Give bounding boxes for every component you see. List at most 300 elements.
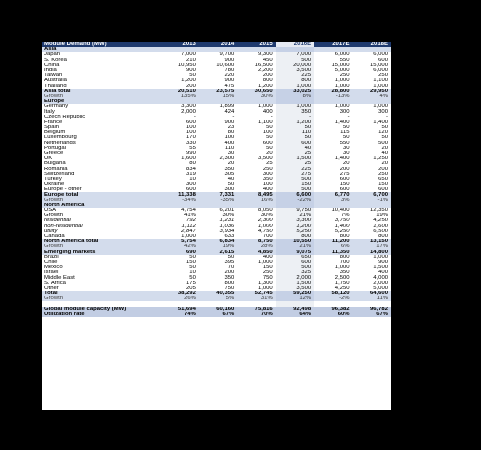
cell-2015: 600	[262, 140, 273, 146]
cell-2014: 67%	[199, 312, 237, 317]
cell-2018e: 650	[378, 176, 388, 182]
cell-2013: 38,292	[160, 291, 198, 296]
cell-2017e: 1,400	[334, 119, 350, 125]
cell-2016e: 800	[276, 78, 314, 83]
cell-2018e: 2,000	[373, 280, 388, 286]
cell-2017e: 700	[339, 259, 350, 265]
cell-2015: 350	[262, 176, 273, 182]
cell-2014: 300	[224, 187, 235, 193]
cell-2017e: 1,000	[334, 104, 350, 110]
cell-2014: 19%	[199, 244, 237, 249]
cell-2018e: 1,100	[373, 78, 388, 84]
cell-2018e: 1,600	[373, 223, 388, 229]
cell-2014: 800	[224, 280, 235, 286]
row-label: Spain	[44, 125, 60, 131]
cell-2015: 2,300	[257, 218, 273, 224]
cell-2016e: -22%	[276, 198, 314, 203]
cell-2018e: 20	[381, 145, 388, 151]
cell-2016e: 500	[276, 58, 314, 63]
cell-2017e: 1,750	[334, 280, 350, 286]
cell-2015: 20	[266, 150, 273, 157]
cell-2017e: 11,350	[314, 250, 352, 255]
cell-2017e: 350	[339, 270, 350, 276]
cell-2015: 250	[262, 166, 273, 172]
cell-2015: 75,816	[237, 307, 275, 312]
row-label: Total	[42, 291, 160, 296]
cell-2013: 10	[189, 270, 196, 276]
cell-2018e: 12,350	[369, 208, 388, 214]
cell-2018e: 600	[378, 187, 388, 193]
cell-2013: 170	[186, 135, 196, 141]
row-label: Romania	[44, 166, 68, 172]
cell-2018e: 20	[381, 161, 388, 167]
cell-2015: 400	[262, 187, 273, 193]
cell-2016e: 33,025	[276, 89, 314, 94]
row-label: Portugal	[44, 145, 66, 151]
cell-2014: 23,575	[199, 89, 237, 94]
cell-2016e: 600	[276, 260, 314, 265]
cell-2016e: 650	[276, 255, 314, 260]
cell-2016e: 25	[276, 151, 314, 156]
cell-2018e: 900	[378, 259, 388, 265]
column-header-2017e: 2017E	[314, 42, 352, 47]
cell-2015: 30,650	[237, 89, 275, 94]
cell-2017e: -2%	[314, 296, 352, 301]
cell-2015: 3,500	[257, 156, 273, 162]
row-label: Germany	[44, 104, 69, 110]
cell-2013: 792	[186, 218, 196, 224]
cell-2016e: 800	[276, 234, 314, 239]
cell-2014: 633	[224, 233, 235, 240]
cell-2017e: 250	[339, 73, 350, 79]
cell-2014: 350	[224, 166, 235, 172]
cell-2014: 15%	[199, 94, 237, 99]
cell-2013: 4,754	[181, 208, 196, 214]
cell-2017e: 10,400	[331, 208, 350, 214]
cell-2015: 150	[262, 265, 273, 271]
cell-2017e: 1,000	[334, 78, 350, 84]
cell-2016e: 500	[276, 187, 314, 192]
cell-2018e: 6,500	[373, 228, 388, 234]
cell-2018e: 400	[378, 270, 388, 276]
cell-2016e: 225	[276, 73, 314, 78]
cell-2017e: 200	[339, 166, 350, 172]
cell-2015: 31%	[237, 296, 275, 301]
cell-2018e: 300	[378, 109, 388, 115]
row-label: France	[44, 119, 63, 125]
cell-2013: 2,847	[181, 228, 196, 234]
row-label: UK	[44, 156, 53, 162]
cell-2015: -	[270, 114, 273, 120]
cell-2014: 110	[224, 145, 235, 151]
cell-2014: 780	[224, 67, 235, 74]
cell-2017e: 800	[339, 254, 350, 260]
cell-2016e: 7,000	[276, 52, 314, 57]
cell-2016e: 12%	[276, 296, 314, 301]
cell-2018e: 11%	[353, 296, 391, 301]
cell-2014: 20	[227, 161, 235, 167]
cell-2015: 50	[266, 145, 273, 151]
cell-2013: 300	[186, 182, 196, 188]
cell-2015: 4,850	[237, 250, 275, 255]
cell-2013: 55	[189, 145, 196, 151]
cell-2013: 11,338	[160, 192, 198, 197]
cell-2014: 100	[224, 135, 235, 141]
cell-2014: 1,899	[219, 104, 235, 110]
row-label: China	[44, 62, 60, 68]
cell-2018e: 250	[378, 73, 388, 79]
row-label: Growth	[42, 198, 160, 203]
cell-2016e: 6,600	[276, 192, 314, 197]
cell-2018e: 4,250	[373, 218, 388, 224]
cell-2015: 30%	[237, 94, 275, 99]
cell-2016e: 21%	[276, 213, 314, 218]
cell-2013: 600	[186, 119, 196, 125]
cell-2017e: 600	[339, 187, 350, 193]
cell-2014: 900	[224, 57, 235, 63]
row-label: Czech Republic	[44, 114, 86, 120]
cell-2018e: 4%	[353, 94, 391, 99]
cell-2018e: 13,150	[353, 239, 391, 244]
cell-2017e: 7%	[341, 213, 350, 219]
cell-2016e: 20,000	[276, 63, 314, 68]
cell-2014: 395	[224, 259, 235, 265]
cell-2016e: 350	[276, 109, 314, 114]
cell-2014: 2,300	[219, 156, 235, 162]
cell-2017e: 28,800	[314, 89, 352, 94]
cell-2014: 40	[227, 176, 235, 182]
row-label: North America total	[42, 239, 160, 244]
cell-2015: 4,750	[257, 228, 273, 234]
cell-2013: 150	[186, 259, 196, 265]
row-label: Growth	[42, 94, 160, 99]
row-label: Greece	[44, 150, 64, 157]
cell-2014: 30	[227, 150, 235, 157]
cell-2015: 70%	[237, 312, 275, 317]
cell-2014: 350	[224, 275, 235, 281]
cell-2017e: 115	[340, 130, 350, 136]
cell-2013: 319	[186, 171, 196, 177]
cell-2014: 6,834	[199, 239, 237, 244]
cell-2015: 8,750	[237, 239, 275, 244]
cell-2014: 424	[224, 109, 235, 115]
cell-2013: 200	[186, 83, 196, 89]
cell-2018e: 1,250	[373, 156, 388, 162]
cell-2013: 50	[189, 265, 196, 271]
row-label: Ukraine	[44, 182, 65, 188]
cell-2017e: 150	[339, 182, 350, 188]
row-label: Chile	[44, 259, 58, 265]
cell-2018e: 200	[378, 166, 388, 172]
cell-2015: 400	[262, 254, 273, 260]
table-row	[42, 312, 391, 317]
cell-2018e: -1%	[353, 198, 391, 203]
table-title: Module Demand (MW)	[42, 42, 160, 47]
row-label: non-residential	[44, 223, 83, 229]
cell-2017e: 6,770	[314, 192, 352, 197]
row-label: Other	[44, 285, 59, 291]
cell-2013: 1,600	[181, 156, 196, 162]
cell-2018e: 600	[378, 57, 388, 63]
cell-2013: 3,300	[181, 104, 196, 110]
cell-2017e: 550	[339, 57, 350, 63]
cell-2014: -	[232, 114, 235, 120]
cell-2013: 41%	[184, 213, 196, 219]
cell-2014: 80	[227, 130, 235, 136]
cell-2015: 28%	[237, 244, 275, 249]
cell-2013: 100	[186, 125, 196, 131]
cell-2017e: 1,000	[334, 83, 350, 89]
cell-2014: 30%	[222, 213, 235, 219]
cell-2016e: 9,075	[276, 250, 314, 255]
cell-2013: 80	[189, 161, 196, 167]
cell-2015: 750	[262, 275, 273, 281]
cell-2018e: 50	[381, 135, 388, 141]
cell-2013: 20,510	[160, 89, 198, 94]
cell-2018e: 19%	[376, 213, 388, 219]
cell-2017e: 6%	[314, 244, 352, 249]
row-label: Europe total	[42, 192, 160, 197]
cell-2018e: 96,782	[353, 307, 391, 312]
cell-2014: 6,201	[219, 208, 235, 214]
cell-2017e: -13%	[314, 94, 352, 99]
table-body	[42, 47, 391, 317]
cell-2013: 900	[186, 67, 196, 74]
cell-2016e: 50	[276, 125, 314, 130]
cell-2014: 200	[224, 270, 235, 276]
column-header-2016e: 2016E	[276, 42, 314, 47]
cell-2015: 1,200	[257, 83, 273, 89]
cell-2014: 50	[227, 254, 235, 260]
cell-2016e: 1,200	[276, 224, 314, 229]
row-label: Switzerland	[44, 171, 75, 177]
cell-2016e: 64%	[276, 312, 314, 317]
cell-2018e: 500	[378, 140, 388, 146]
row-label: Growth	[42, 244, 160, 249]
cell-2016e: -	[276, 115, 314, 120]
column-header-2015: 2015	[237, 42, 275, 47]
cell-2018e: 29,950	[353, 89, 391, 94]
cell-2014: 900	[224, 119, 235, 125]
cell-2015: 16,500	[254, 62, 273, 68]
row-label: Australia	[44, 78, 67, 84]
cell-2014: 220	[224, 73, 235, 79]
module-demand-table-sheet	[42, 42, 391, 410]
cell-2018e: 6,000	[373, 52, 388, 58]
row-label: S. Korea	[44, 57, 67, 63]
cell-2018e: 4,000	[373, 275, 388, 281]
cell-2014: 9,700	[219, 52, 235, 58]
cell-2013: 834	[186, 166, 196, 172]
cell-2013: 51,694	[160, 307, 198, 312]
row-label: Taiwan	[44, 73, 63, 79]
cell-2013: -	[193, 114, 196, 120]
cell-2013: 100	[186, 130, 196, 136]
cell-2016e: 3,300	[276, 218, 314, 223]
cell-2016e: 92,498	[276, 307, 314, 312]
column-header-2013: 2013	[160, 42, 198, 47]
cell-2015: 16%	[237, 198, 275, 203]
cell-2016e: 50	[276, 135, 314, 140]
cell-2013: 50	[189, 275, 196, 281]
cell-2017e: 1,400	[334, 223, 350, 229]
row-label: USA	[44, 208, 57, 214]
cell-2014: 3,934	[219, 228, 235, 234]
row-label: Growth	[42, 296, 160, 301]
cell-2016e: 150	[276, 182, 314, 187]
cell-2016e: 500	[276, 265, 314, 270]
cell-2015: 300	[262, 171, 273, 177]
cell-2013: 1,200	[181, 78, 196, 84]
cell-2017e: 3%	[314, 198, 352, 203]
cell-2018e: 1,000	[373, 83, 388, 89]
cell-2014: 305	[224, 171, 235, 177]
cell-2016e: 59,250	[276, 291, 314, 296]
cell-2018e: 15,000	[369, 62, 388, 68]
cell-2015: 52,745	[237, 291, 275, 296]
cell-2017e: 60%	[314, 312, 352, 317]
cell-2015: 450	[262, 57, 273, 63]
cell-2018e: 1,500	[373, 265, 388, 271]
cell-2016e: 1,000	[276, 84, 314, 89]
cell-2013: 175	[186, 280, 196, 286]
row-label: Bulgaria	[44, 161, 66, 167]
cell-2017e: 30	[342, 150, 350, 157]
cell-2014: 1,036	[219, 223, 235, 229]
cell-2017e: 600	[339, 176, 350, 182]
cell-2016e: 325	[276, 270, 314, 275]
cell-2018e: 5,000	[373, 285, 388, 291]
cell-2013: 50	[189, 254, 196, 260]
row-label: Emerging markets	[42, 250, 160, 255]
cell-2017e: 96,382	[314, 307, 352, 312]
cell-2017e: 5,250	[334, 228, 350, 234]
cell-2014: 1,231	[219, 218, 235, 224]
cell-2013: 600	[186, 187, 196, 193]
column-header-2014: 2014	[199, 42, 237, 47]
cell-2015: 1,000	[257, 104, 273, 110]
row-label: Italy	[44, 109, 55, 115]
row-label: Thailand	[44, 83, 67, 89]
cell-2016e: 600	[276, 141, 314, 146]
cell-2017e: 550	[339, 140, 350, 146]
cell-2014: 23	[227, 125, 235, 131]
cell-2016e: 9,750	[276, 208, 314, 213]
cell-2017e: 5,000	[334, 67, 350, 74]
cell-2013: 690	[160, 250, 198, 255]
cell-2017e: 30	[342, 145, 350, 151]
cell-2016e: 21%	[276, 244, 314, 249]
cell-2017e: 11,200	[314, 239, 352, 244]
cell-2015: 200	[262, 73, 273, 79]
cell-2013: 5,754	[160, 239, 198, 244]
cell-2016e: 1,500	[276, 281, 314, 286]
cell-2018e: 40	[381, 150, 388, 157]
cell-2014: 5%	[199, 296, 237, 301]
cell-2015: 700	[262, 233, 273, 240]
cell-2016e: 3,500	[276, 286, 314, 291]
cell-2018e: 1,000	[373, 104, 388, 110]
cell-2015: 100	[262, 130, 273, 136]
cell-2018e: 6,700	[353, 192, 391, 197]
row-label: Growth	[44, 213, 63, 219]
cell-2018e: 1,000	[373, 254, 388, 260]
cell-2017e: 800	[339, 233, 350, 240]
cell-2016e: 1,500	[276, 156, 314, 161]
module-demand-table	[42, 42, 391, 317]
cell-2015: 8,495	[237, 192, 275, 197]
cell-2013: 1,112	[181, 223, 196, 229]
cell-2016e: 3,500	[276, 68, 314, 73]
cell-2013: 205	[186, 285, 196, 291]
cell-2016e: 8%	[276, 94, 314, 99]
cell-2015: 30%	[260, 213, 273, 219]
cell-2018e: 67%	[353, 312, 391, 317]
cell-2015: 9,300	[257, 52, 273, 58]
cell-2016e: 500	[276, 177, 314, 182]
cell-2014: 40,355	[199, 291, 237, 296]
cell-2015: 400	[262, 109, 273, 115]
cell-2018e: 6,000	[373, 67, 388, 74]
cell-2016e: 225	[276, 167, 314, 172]
cell-2015: 2,200	[257, 67, 273, 74]
cell-2014: 475	[224, 83, 235, 89]
cell-2018e: 50	[381, 125, 388, 131]
cell-2017e: 50	[342, 135, 350, 141]
cell-2017e: 275	[339, 171, 350, 177]
cell-2017e: 4,250	[334, 285, 350, 291]
cell-2015: 800	[262, 78, 273, 84]
row-label: Europe	[42, 99, 160, 104]
cell-2016e: 5,250	[276, 229, 314, 234]
cell-2018e: 14,800	[353, 250, 391, 255]
cell-2018e: 1,400	[373, 119, 388, 125]
cell-2016e: 1,000	[276, 104, 314, 109]
row-label: Middle East	[44, 275, 75, 281]
row-label: Turkey	[44, 176, 62, 182]
cell-2016e: 110	[276, 130, 314, 135]
cell-2014: 60,160	[199, 307, 237, 312]
cell-2018e: 250	[378, 171, 388, 177]
cell-2013: 10,950	[177, 62, 196, 68]
row-label: Belgium	[44, 130, 66, 136]
row-label: Mexico	[44, 265, 63, 271]
cell-2013: 26%	[160, 296, 198, 301]
cell-2017e: 58,120	[314, 291, 352, 296]
row-label: Israel	[44, 270, 59, 276]
column-header-2018e: 2018E	[353, 42, 391, 47]
cell-2014: 400	[224, 140, 235, 146]
cell-2018e: 120	[378, 130, 388, 136]
cell-2013: 330	[186, 140, 196, 146]
row-label: utility	[44, 228, 58, 234]
row-label: Asia total	[42, 89, 160, 94]
cell-2015: 1,000	[257, 259, 273, 265]
cell-2015: 8,050	[257, 208, 273, 214]
row-label: Global module capacity (MW)	[42, 307, 160, 312]
cell-2013: 990	[186, 150, 196, 157]
cell-2015: 50	[266, 125, 273, 131]
cell-2015: 1,000	[257, 285, 273, 291]
cell-2018e: 17%	[353, 244, 391, 249]
cell-2018e: -	[386, 114, 388, 120]
cell-2013: 7,000	[181, 52, 196, 58]
cell-2017e: 1,400	[334, 156, 350, 162]
cell-2018e: 64,600	[353, 291, 391, 296]
cell-2017e: 50	[342, 125, 350, 131]
cell-2014: 10,600	[216, 62, 235, 68]
cell-2013: 50	[189, 73, 196, 79]
